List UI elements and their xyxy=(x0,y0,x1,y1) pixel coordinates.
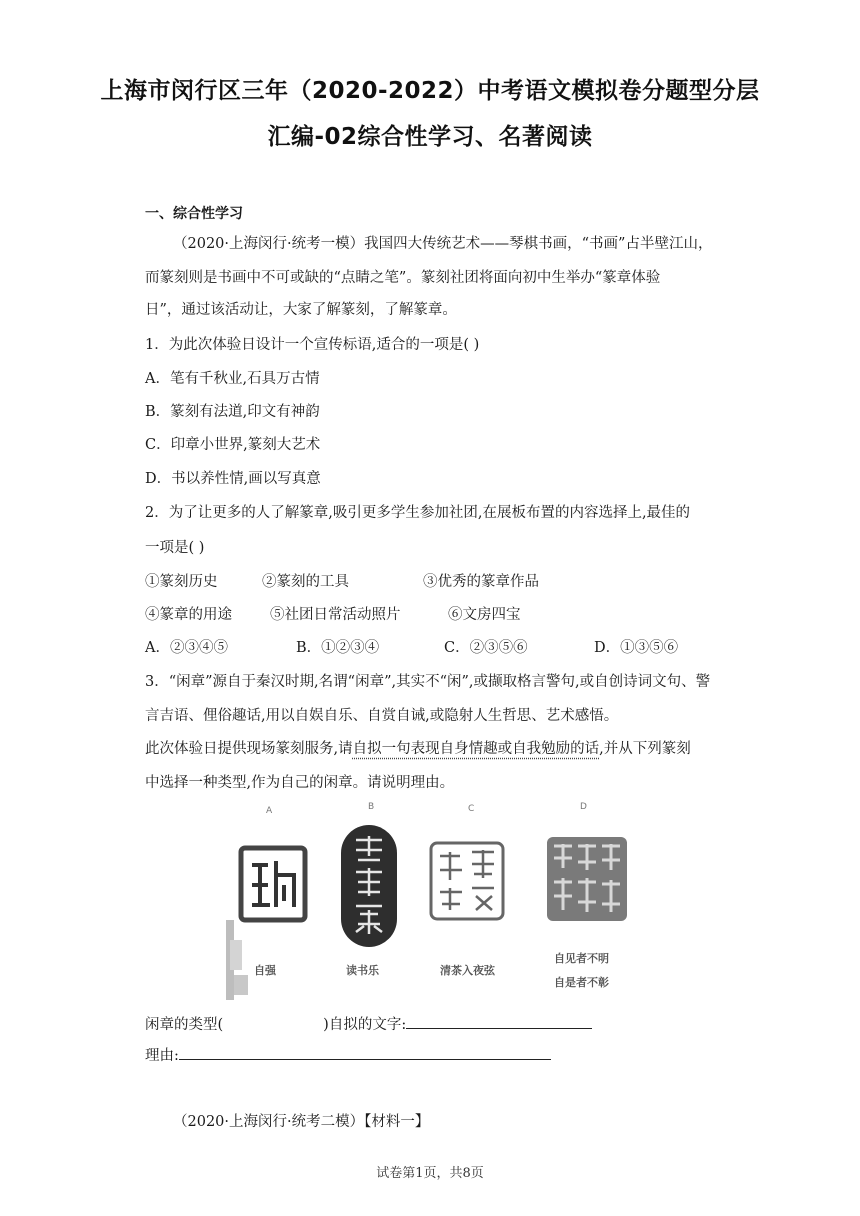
answer-type-label: 闲章的类型( xyxy=(145,1017,224,1033)
seal-b-caption: 读书乐 xyxy=(346,964,379,977)
seal-c-image xyxy=(428,840,506,922)
intro-line-1: （2020·上海闵行·统考一模）我国四大传统艺术——琴棋书画，“书画”占半壁江山， xyxy=(173,236,713,252)
question-3-line3-suffix: ,并从下列篆刻 xyxy=(599,741,691,757)
question-2-item-4: ④篆章的用途 xyxy=(145,607,232,623)
question-2-option-b: B．①②③④ xyxy=(296,640,380,656)
question-2-option-c: C．②③⑤⑥ xyxy=(444,640,528,656)
question-2-item-2: ②篆刻的工具 xyxy=(262,574,349,590)
page-footer: 试卷第1页，共8页 xyxy=(376,1166,484,1181)
question-1-stem: 1．为此次体验日设计一个宣传标语,适合的一项是( ) xyxy=(145,337,480,353)
question-2-item-1: ①篆刻历史 xyxy=(145,574,218,590)
answer-text-label: )自拟的文字: xyxy=(323,1017,407,1033)
seal-a-image xyxy=(238,845,308,923)
question-1-option-c: C．印章小世界,篆刻大艺术 xyxy=(145,437,321,453)
question-2-item-6: ⑥文房四宝 xyxy=(448,607,521,623)
document-title-line1: 上海市闵行区三年（2020-2022）中考语文模拟卷分题型分层 xyxy=(100,78,760,104)
question-2-item-3: ③优秀的篆章作品 xyxy=(423,574,539,590)
question-1-option-a: A．笔有千秋业,石具万古情 xyxy=(145,371,320,387)
seal-d-caption-line2: 自是者不彰 xyxy=(554,976,609,989)
seal-d-letter: D xyxy=(580,802,587,812)
question-2-stem-line1: 2．为了让更多的人了解篆章,吸引更多学生参加社团,在展板布置的内容选择上,最佳的 xyxy=(145,505,691,521)
seal-d-image xyxy=(544,834,630,924)
question-1-option-d: D．书以养性情,画以写真意 xyxy=(145,471,321,487)
answer-text-blank[interactable] xyxy=(406,1014,592,1029)
document-title-line2: 汇编-02综合性学习、名著阅读 xyxy=(267,124,593,150)
question-2-item-5: ⑤社团日常活动照片 xyxy=(270,607,401,623)
answer-line-reason xyxy=(145,1044,551,1065)
question-3-line3-prefix: 此次体验日提供现场篆刻服务,请 xyxy=(145,741,353,757)
seal-c-letter: C xyxy=(468,804,475,814)
seal-d-caption-line1: 自见者不明 xyxy=(554,952,609,965)
reason-blank[interactable] xyxy=(179,1045,551,1060)
question-2-option-d: D．①③⑤⑥ xyxy=(594,640,679,656)
question-2-option-a: A．②③④⑤ xyxy=(145,640,228,656)
intro-line-2: 而篆刻则是书画中不可或缺的“点睛之笔”。篆刻社团将面向初中生举办“篆章体验 xyxy=(145,270,661,286)
question-3-line1: 3．“闲章”源自于秦汉时期,名谓“闲章”,其实不“闲”,或撷取格言警句,或自创诗词文句、警 xyxy=(145,674,711,690)
question-3-line4: 中选择一种类型,作为自己的闲章。请说明理由。 xyxy=(145,775,455,791)
seal-b-letter: B xyxy=(368,802,375,812)
question-3-emphasis: 自拟一句表现自身情趣或自我勉励的话 xyxy=(352,741,600,757)
seal-b-image xyxy=(338,822,400,950)
section-2-intro: （2020·上海闵行·统考二模）【材料一】 xyxy=(173,1114,430,1130)
seal-a-letter: A xyxy=(266,806,273,816)
question-3-line2: 言吉语、俚俗趣话,用以自娱自乐、自赏自诫,或隐射人生哲思、艺术感悟。 xyxy=(145,708,619,724)
answer-line-type xyxy=(145,1013,592,1034)
question-3-line3 xyxy=(145,737,691,758)
intro-line-3: 日”，通过该活动让，大家了解篆刻，了解篆章。 xyxy=(145,302,457,318)
section-heading: 一、综合性学习 xyxy=(145,206,243,222)
question-2-stem-line2: 一项是( ) xyxy=(145,540,205,556)
reason-label: 理由: xyxy=(145,1048,179,1064)
seal-c-caption: 清茶入夜弦 xyxy=(440,964,495,977)
seal-a-caption: 自强 xyxy=(254,964,276,977)
question-1-option-b: B．篆刻有法道,印文有神韵 xyxy=(145,404,320,420)
seal-images-figure xyxy=(226,800,636,1000)
